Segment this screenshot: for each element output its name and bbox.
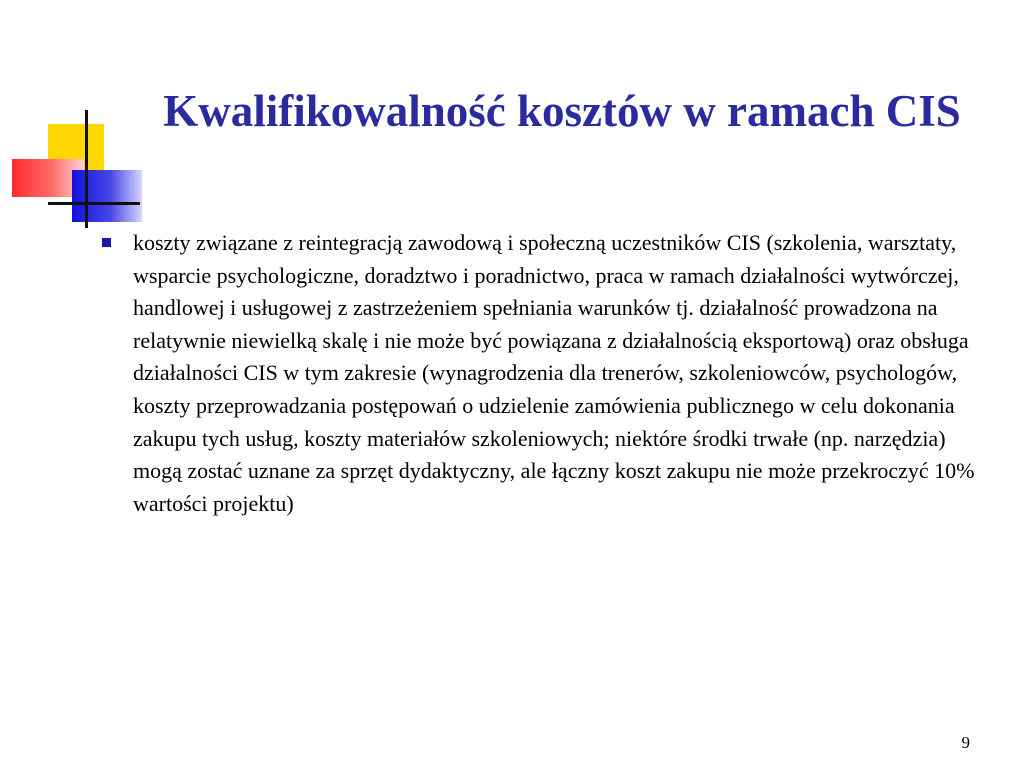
horizontal-line	[48, 202, 140, 205]
decorative-squares-logo	[0, 0, 150, 240]
bullet-list	[100, 227, 985, 520]
bullet-text: koszty związane z reintegracją zawodową i społeczną uczestników CIS (szkolenia, warsztaty, wsparcie psychologiczne, doradztwo i poradnictwo, praca w ramach działalności wytwórczej, handlowej i usługowej z zastrzeżeniem spełniania warunków tj. działalność prowadzona na relatywnie niewielką skalę i nie może być powiązana z działalnością eksportową) oraz obsługa działalności CIS w tym zakresie (wynagrodzenia dla trenerów, szkoleniowców, psychologów, koszty przeprowadzania postępowań o udzielenie zamówienia publicznego w celu dokonania zakupu tych usług, koszty materiałów szkoleniowych; niektóre środki trwałe (np. narzędzia) mogą zostać uznane za sprzęt dydaktyczny, ale łączny koszt zakupu nie może przekroczyć 10% wartości projektu)	[133, 230, 975, 516]
bullet-item	[100, 227, 985, 520]
page-number: 9	[961, 733, 970, 752]
vertical-line	[85, 110, 88, 228]
blue-gradient-square	[72, 170, 142, 222]
slide-title: Kwalifikowalność kosztów w ramach CIS	[163, 86, 961, 136]
square-bullet-icon	[102, 238, 111, 247]
